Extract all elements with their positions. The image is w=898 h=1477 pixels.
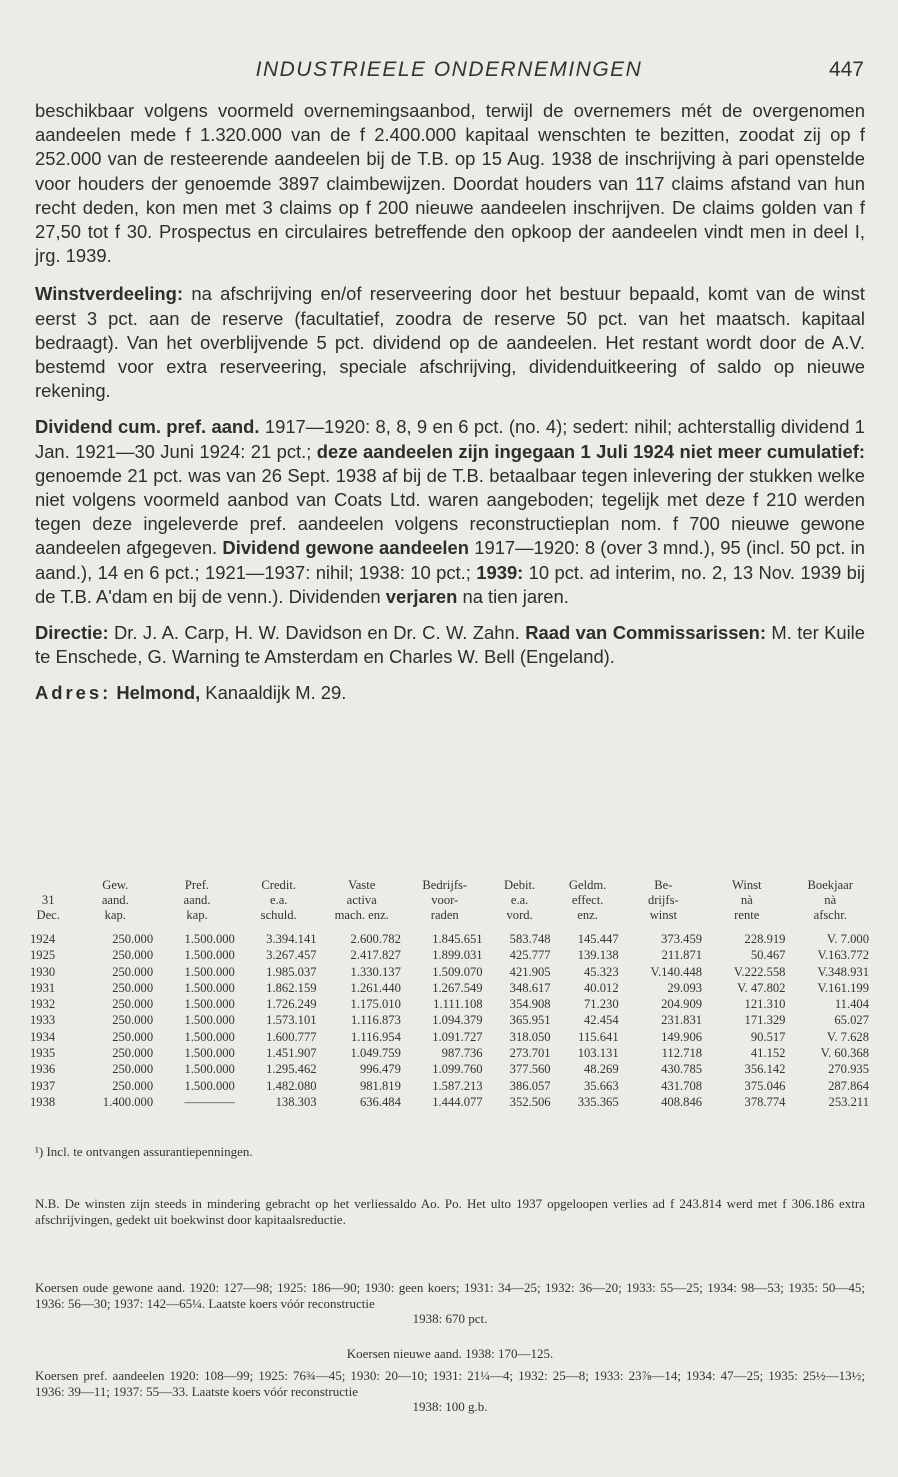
- verjaren-label: verjaren: [385, 585, 458, 607]
- column-header: Geldm.: [568, 878, 607, 892]
- table-cell: 1.400.000: [102, 1094, 154, 1109]
- table-body: [22, 931, 872, 1110]
- column-header: [22, 878, 74, 893]
- column-header: nà: [824, 893, 837, 907]
- table-cell: 1.500.000: [184, 1046, 235, 1061]
- column-header: mach. enz.: [334, 908, 389, 922]
- column-header: 31: [41, 893, 55, 907]
- dividend-text-3: 1917—1920: 8 (over 3 mnd.), 95 (incl. 50 pct. in aand.), 14 en 6 pct.; 1921—1937: nihil; 1938: 10 pct.;: [35, 537, 865, 583]
- table-cell: 250.000: [112, 932, 154, 946]
- table-cell: 1.500.000: [184, 964, 235, 979]
- table-cell: 48.269: [583, 1062, 619, 1077]
- body-text: [35, 99, 865, 718]
- table-cell: V.163.772: [817, 948, 869, 963]
- column-header: aand.: [183, 893, 211, 907]
- table-cell: 1.451.907: [266, 1046, 317, 1061]
- koersen-nieuwe: Koersen nieuwe aand. 1938: 170—125.: [346, 1346, 554, 1361]
- column-header: vord.: [506, 908, 533, 922]
- table-cell: V.348.931: [817, 964, 869, 979]
- table-row: [22, 980, 872, 996]
- year-cell: 1932: [30, 997, 56, 1012]
- table-cell: 1.444.077: [432, 1094, 483, 1109]
- table-cell: V. 7.000: [826, 932, 869, 946]
- nb-note: [35, 1196, 865, 1227]
- table-row: [22, 1094, 872, 1110]
- table-footnote: ¹) Incl. te ontvangen assurantiepenningen.: [35, 1144, 253, 1159]
- adres-label: Adres:: [35, 682, 112, 704]
- table-cell: 121.310: [744, 997, 786, 1012]
- column-header: enz.: [577, 908, 598, 922]
- table-cell: 1.726.249: [266, 997, 317, 1012]
- table-cell: 250.000: [112, 1013, 154, 1028]
- year-cell: 1925: [30, 948, 56, 963]
- table-cell: 1.500.000: [184, 948, 235, 963]
- table-cell: 1.482.080: [266, 1078, 317, 1093]
- table-cell: 981.819: [359, 1078, 401, 1093]
- raad-label: Raad van Commissarissen:: [525, 622, 767, 644]
- column-header: Vaste: [348, 878, 376, 892]
- table-cell: 3.394.141: [266, 932, 317, 946]
- table-row: [22, 1045, 872, 1061]
- page-number: 447: [828, 58, 864, 81]
- table-cell: 273.701: [509, 1046, 551, 1061]
- table-cell: 1.175.010: [350, 997, 401, 1012]
- table-header-row: [22, 893, 872, 908]
- table-cell: 386.057: [509, 1078, 551, 1093]
- table-cell: 50.467: [750, 948, 786, 963]
- dividend-pref-label: Dividend cum. pref. aand.: [35, 416, 260, 438]
- table-cell: 425.777: [509, 948, 551, 963]
- table-cell: V.161.199: [817, 980, 869, 995]
- dividend-1939-label: 1939:: [476, 561, 524, 583]
- table-cell: 228.919: [744, 932, 786, 946]
- winstverdeeling-label: Winstverdeeling:: [35, 283, 184, 305]
- column-header: afschr.: [813, 908, 847, 922]
- table-cell: V.222.558: [733, 964, 786, 979]
- dividend-text-1: 1917—1920: 8, 8, 9 en 6 pct. (no. 4); sedert: nihil; achterstallig dividend 1 Jan. 1921—30 Juni 1924: 21 pct.;: [35, 416, 865, 462]
- table-cell: 1.845.651: [432, 932, 483, 946]
- table-cell: 250.000: [112, 997, 154, 1012]
- column-header: schuld.: [260, 908, 297, 922]
- table-cell: 1.500.000: [184, 1013, 235, 1028]
- year-cell: 1936: [30, 1062, 56, 1077]
- year-cell: 1938: [30, 1094, 56, 1109]
- table-cell: 1.573.101: [266, 1013, 317, 1028]
- column-header: e.a.: [269, 893, 288, 907]
- year-cell: 1934: [30, 1029, 56, 1044]
- table-cell: 987.736: [441, 1046, 483, 1061]
- dividend-gewone-label: Dividend gewone aandeelen: [222, 537, 469, 559]
- table-cell: 1.091.727: [432, 1029, 483, 1044]
- table-cell: 1.049.759: [350, 1046, 401, 1061]
- table-cell: 1.111.108: [433, 997, 483, 1012]
- column-header: nà: [740, 893, 753, 907]
- table-row: [22, 1078, 872, 1094]
- table-cell: 11.404: [834, 997, 869, 1012]
- table-cell: 1.500.000: [184, 1062, 235, 1077]
- page-title: INDUSTRIEELE ONDERNEMINGEN: [255, 58, 643, 81]
- table-cell: 2.600.782: [350, 932, 401, 946]
- table-header-row: [22, 878, 872, 893]
- koersen-oude-last: 1938: 670 pct.: [412, 1311, 488, 1326]
- table-cell: 231.831: [661, 1013, 703, 1028]
- table-cell: 250.000: [112, 1029, 154, 1044]
- table-cell: 138.303: [275, 1094, 317, 1109]
- table-row: [22, 1012, 872, 1028]
- column-header: Boekjaar: [807, 878, 853, 892]
- koersen-pref-text: Koersen pref. aandeelen 1920: 108—99; 1925: 76¾—45; 1930: 20—10; 1931: 21¼—4; 1932: 25—8; 1933: 23⅞—14; 1934: 47—25; 1935: 25½—13½; 1936: 39—11; 1937: 55—33. Laatste koers vóór reconstructie: [35, 1368, 865, 1399]
- dividend-text-2: genoemde 21 pct. was van 26 Sept. 1938 af bij de T.B. betaalbaar tegen inlevering der stukken welke niet volgens voormeld aanbod van Coats Ltd. waren aangeboden; tegelijk met deze f 210 werden tegen deze ingeleverde pref. aandeelen volgens reconstructieplan nom. f 700 nieuwe gewone aandeelen afgegeven.: [35, 464, 865, 559]
- table-header-row: [22, 908, 872, 931]
- table-cell: 149.906: [661, 1029, 703, 1044]
- table-cell: 431.708: [661, 1078, 703, 1093]
- year-cell: 1935: [30, 1046, 56, 1061]
- column-header: effect.: [571, 893, 604, 907]
- nb-label: N.B.: [35, 1196, 60, 1211]
- raad-text: M. ter Kuile te Enschede, G. Warning te Amsterdam en Charles W. Bell (Engeland).: [35, 622, 865, 668]
- table-cell: 35.663: [583, 1078, 619, 1093]
- table-cell: 65.027: [834, 1013, 869, 1028]
- table-row: [22, 947, 872, 963]
- year-cell: 1937: [30, 1078, 56, 1093]
- table-cell: 430.785: [661, 1062, 703, 1077]
- table-cell: 1.862.159: [266, 980, 317, 995]
- intro-paragraph: beschikbaar volgens voormeld overnemingsaanbod, terwijl de overnemers mét de overgenomen aandeelen mede f 1.320.000 van de f 2.400.000 kapitaal wenschten te bezitten, zoodat zij op f 252.000 van de resteerende aandeelen bij de T.B. op 15 Aug. 1938 de inschrijving à pari openstelde voor houders der genoemde 3897 claimbewijzen. Doordat houders van 117 claims afstand van hun recht deden, kon men met 3 claims op f 200 nieuwe aandeelen inschrijven. De claims golden van f 27,50 tot f 30. Prospectus en circulaires betreffende den opkoop der aandeelen vindt men in deel I, jrg. 1939.: [35, 100, 865, 267]
- table-cell: 250.000: [112, 1062, 154, 1077]
- directie-label: Directie:: [35, 622, 109, 644]
- year-cell: 1924: [30, 932, 56, 946]
- table-row: [22, 1061, 872, 1077]
- table-cell: 90.517: [750, 1029, 786, 1044]
- adres-paragraph: [35, 681, 865, 705]
- table-cell: 1.500.000: [184, 932, 235, 946]
- table-cell: 1.500.000: [184, 1029, 235, 1044]
- column-header: aand.: [101, 893, 129, 907]
- column-header: Dec.: [36, 908, 60, 922]
- table-cell: 250.000: [112, 1078, 154, 1093]
- column-header: Credit.: [261, 878, 297, 892]
- koersen-pref: [35, 1368, 865, 1415]
- table-cell: 1.985.037: [266, 964, 317, 979]
- table-cell: 408.846: [661, 1094, 703, 1109]
- table-cell: 270.935: [828, 1062, 869, 1077]
- table-cell: V. 47.802: [737, 980, 786, 995]
- table-row: [22, 996, 872, 1012]
- table-cell: 335.365: [577, 1094, 619, 1109]
- column-header: kap.: [186, 908, 208, 922]
- year-cell: 1930: [30, 964, 56, 979]
- running-head: [0, 58, 898, 88]
- table-cell: 41.152: [750, 1046, 786, 1061]
- table-cell: 287.864: [828, 1078, 869, 1093]
- table-cell: 636.484: [359, 1094, 401, 1109]
- table-cell: 42.454: [583, 1013, 619, 1028]
- table-cell: 1.099.760: [432, 1062, 483, 1077]
- column-header: raden: [430, 908, 459, 922]
- table-cell: 1.116.954: [350, 1029, 401, 1044]
- table-cell: 250.000: [112, 1046, 154, 1061]
- table-cell: 1.509.070: [432, 964, 483, 979]
- dividend-text-4: 10 pct. ad interim, no. 2, 13 Nov. 1939 bij de T.B. A'dam en bij de venn.). Dividenden: [35, 561, 866, 607]
- table-cell: 250.000: [112, 964, 154, 979]
- table-cell: 112.718: [661, 1046, 703, 1061]
- column-header: activa: [346, 893, 377, 907]
- table-cell: V. 7.628: [826, 1029, 869, 1044]
- column-header: e.a.: [510, 893, 529, 907]
- dividend-cumulatief-note: deze aandeelen zijn ingegaan 1 Juli 1924 niet meer cumulatief:: [316, 440, 865, 462]
- table-row: [22, 1029, 872, 1045]
- table-cell: 1.330.137: [350, 964, 401, 979]
- dividend-paragraph: [35, 415, 865, 609]
- table-cell: 365.951: [509, 1013, 551, 1028]
- table-cell: 352.506: [509, 1094, 551, 1109]
- column-header: Be-: [654, 878, 673, 892]
- table-cell: 171.329: [744, 1013, 786, 1028]
- winstverdeeling-text: na afschrijving en/of reserveering door het bestuur bepaald, komt van de winst eerst 3 pct. aan de reserve (facultatief, zoodra de reserve 50 pct. van het maatsch. kapitaal bedraagt). Van het overblijvende 5 pct. dividend op de aandeelen. Het restant wordt door de A.V. bestemd voor extra reserveering, speciale afschrijving, dividenduitkeering of saldo op nieuwe rekening.: [35, 283, 865, 402]
- column-header: Debit.: [504, 878, 536, 892]
- table-cell: 45.323: [583, 964, 619, 979]
- table-cell: 318.050: [509, 1029, 551, 1044]
- table-cell: 1.600.777: [266, 1029, 317, 1044]
- table-row: [22, 964, 872, 980]
- table-cell: 348.617: [509, 980, 551, 995]
- table-cell: 204.909: [661, 997, 703, 1012]
- table-cell: 250.000: [112, 980, 154, 995]
- koersen-pref-last: 1938: 100 g.b.: [412, 1399, 488, 1414]
- table-cell: 1.899.031: [432, 948, 483, 963]
- table-cell: 145.447: [577, 932, 619, 946]
- financial-table: [22, 878, 872, 1110]
- column-header: Bedrijfs-: [422, 878, 468, 892]
- table-cell: 1.116.873: [350, 1013, 401, 1028]
- table-cell: 378.774: [744, 1094, 786, 1109]
- directie-text: Dr. J. A. Carp, H. W. Davidson en Dr. C. W. Zahn.: [108, 622, 526, 644]
- table-cell: 421.905: [509, 964, 551, 979]
- year-cell: 1931: [30, 980, 56, 995]
- table-cell: 583.748: [509, 932, 551, 946]
- table-cell: 375.046: [744, 1078, 786, 1093]
- table-cell: 211.871: [661, 948, 703, 963]
- table-cell: 1.267.549: [432, 980, 483, 995]
- table-cell: 1.500.000: [184, 1078, 235, 1093]
- table-cell: 253.211: [828, 1094, 869, 1109]
- table-cell: 1.500.000: [184, 997, 235, 1012]
- column-header: winst: [649, 908, 677, 922]
- adres-city: Helmond,: [116, 682, 201, 704]
- table-cell: 250.000: [112, 948, 154, 963]
- dividend-text-5: na tien jaren.: [457, 585, 569, 607]
- table-cell: 354.908: [509, 997, 551, 1012]
- table-cell: 139.138: [577, 948, 619, 963]
- column-header: Winst: [731, 878, 762, 892]
- column-header: kap.: [104, 908, 126, 922]
- table-cell: 103.131: [577, 1046, 619, 1061]
- year-cell: 1933: [30, 1013, 56, 1028]
- table-cell: 1.587.213: [432, 1078, 483, 1093]
- table-cell: 996.479: [359, 1062, 401, 1077]
- table-cell: ————: [184, 1094, 235, 1109]
- koersen-oude-text: Koersen oude gewone aand. 1920: 127—98; 1925: 186—90; 1930: geen koers; 1931: 34—25; 1932: 36—20; 1933: 55—25; 1934: 98—53; 1935: 50—45; 1936: 56—30; 1937: 142—65¼. Laatste koers vóór reconstructie: [35, 1280, 865, 1311]
- adres-text: Kanaaldijk M. 29.: [200, 682, 347, 704]
- koersen-oude: [35, 1280, 865, 1327]
- table-cell: 1.500.000: [184, 980, 235, 995]
- column-header: Pref.: [184, 878, 210, 892]
- column-header: Gew.: [102, 878, 129, 892]
- directie-paragraph: [35, 621, 865, 669]
- table-cell: V.140.448: [650, 964, 703, 979]
- column-header: rente: [734, 908, 760, 922]
- nb-text: De winsten zijn steeds in mindering gebracht op het verliessaldo Ao. Po. Het ulto 1937 opgeloopen verlies ad f 243.814 werd met f 306.186 extra afschrijvingen, gedekt uit boekwinst door kapitaalsreductie.: [35, 1196, 865, 1227]
- table-row: [22, 931, 872, 947]
- column-header: drijfs-: [647, 893, 679, 907]
- table-cell: 356.142: [744, 1062, 786, 1077]
- table-cell: 115.641: [578, 1029, 619, 1044]
- winstverdeeling-paragraph: [35, 282, 865, 403]
- table-cell: 71.230: [583, 997, 619, 1012]
- table-cell: 373.459: [661, 932, 703, 946]
- column-header: voor-: [431, 893, 459, 907]
- table-cell: 2.417.827: [350, 948, 401, 963]
- table-cell: 40.012: [583, 980, 619, 995]
- table-cell: V. 60.368: [820, 1046, 869, 1061]
- table-cell: 377.560: [509, 1062, 551, 1077]
- table-cell: 1.295.462: [266, 1062, 317, 1077]
- table-cell: 29.093: [667, 980, 703, 995]
- table-cell: 1.094.379: [432, 1013, 483, 1028]
- table-cell: 3.267.457: [266, 948, 317, 963]
- table-cell: 1.261.440: [350, 980, 401, 995]
